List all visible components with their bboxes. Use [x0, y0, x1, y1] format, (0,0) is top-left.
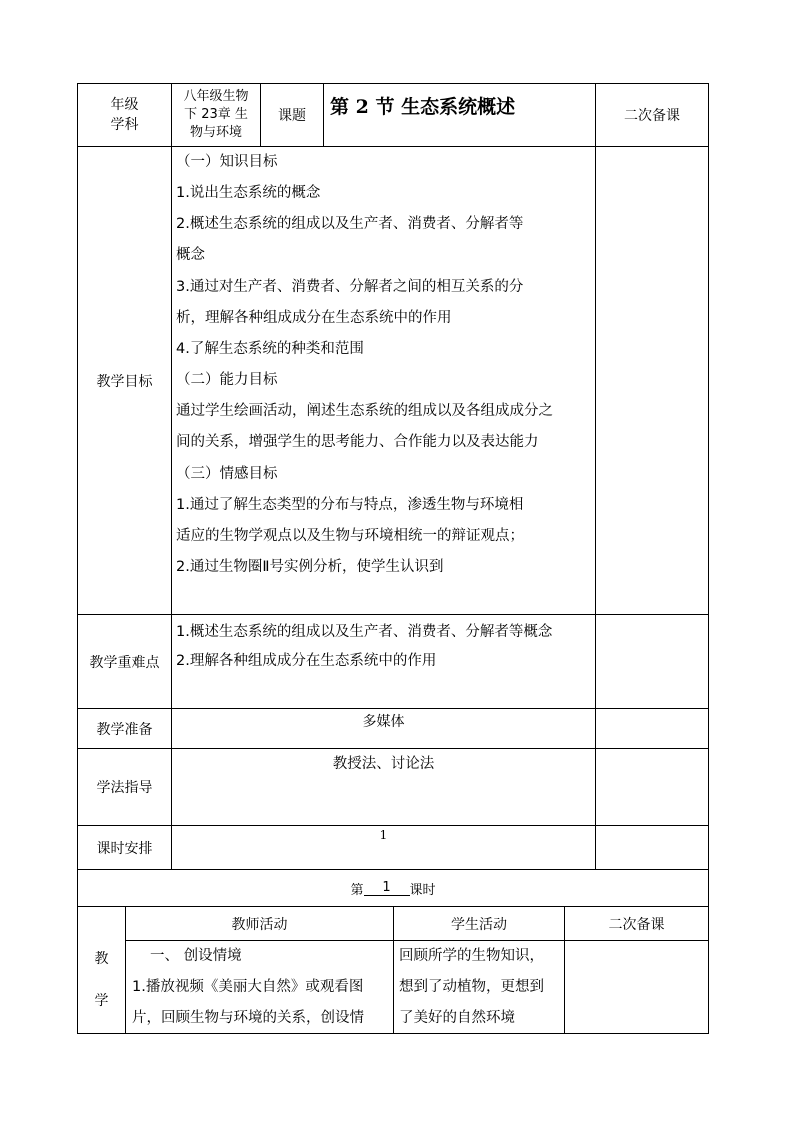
goal-line: 2.通过生物圈Ⅱ号实例分析，使学生认识到 [176, 559, 444, 575]
goal-line: 1.说出生态系统的概念 [176, 185, 321, 201]
goal-line: 3.通过对生产者、消费者、分解者之间的相互关系的分 [176, 279, 524, 295]
col-divider [595, 83, 596, 869]
teacher-activity-line: 一、 创设情境 [150, 948, 242, 964]
goal-line: 通过学生绘画活动，阐述生态系统的组成以及各组成成分之 [176, 403, 553, 419]
topic-label: 课题 [278, 108, 306, 124]
goal-line: 析，理解各种组成成分在生态系统中的作用 [176, 310, 452, 326]
goal-line: 概念 [176, 247, 205, 263]
col-divider [323, 83, 324, 146]
schedule-value: 1 [379, 828, 388, 842]
grade-value-line: 下 23章 生 [184, 107, 248, 122]
teacher-activity-header: 教师活动 [231, 916, 288, 933]
method-value: 教授法、讨论法 [332, 756, 435, 772]
schedule-label: 课时安排 [96, 840, 153, 857]
grade-value-line: 物与环境 [189, 125, 242, 140]
goal-line: （二）能力目标 [176, 372, 278, 388]
goal-line: 间的关系，增强学生的思考能力、合作能力以及表达能力 [176, 434, 539, 450]
grade-subject-label [78, 84, 171, 146]
activity-side-label [78, 907, 125, 1033]
activity-side-char: 学 [94, 993, 109, 1009]
row-divider [125, 940, 709, 941]
second-prep-header: 二次备课 [624, 108, 680, 124]
key-points-label: 教学重难点 [89, 654, 160, 671]
preparation-value: 多媒体 [362, 714, 405, 730]
lesson-number [78, 870, 708, 906]
teacher-activity-line: 片，回顾生物与环境的关系，创设情 [132, 1010, 364, 1026]
goal-line: （一）知识目标 [176, 154, 278, 170]
subject-label: 学科 [110, 117, 139, 133]
lesson-prefix: 第 [350, 882, 364, 898]
student-activity-header: 学生活动 [451, 916, 507, 933]
key-point-line: 2.理解各种组成成分在生态系统中的作用 [176, 653, 437, 669]
goal-line: 2.概述生态系统的组成以及生产者、消费者、分解者等 [176, 216, 524, 232]
table-border-bottom [77, 1033, 709, 1034]
method-label: 学法指导 [96, 780, 153, 796]
goal-line: 适应的生物学观点以及生物与环境相统一的辩证观点； [176, 528, 524, 544]
grade-value [172, 84, 260, 146]
goal-line: 1.通过了解生态类型的分布与特点，渗透生物与环境相 [176, 497, 524, 513]
activity-side-char: 教 [94, 951, 109, 967]
student-activity-line: 了美好的自然环境 [399, 1010, 515, 1026]
key-point-line: 1.概述生态系统的组成以及生产者、消费者、分解者等概念 [176, 624, 553, 640]
grade-label: 年级 [110, 97, 139, 113]
student-activity-line: 回顾所学的生物知识， [399, 948, 544, 964]
preparation-label: 教学准备 [96, 721, 153, 738]
table-border-right [708, 83, 709, 1034]
lesson-number-value: 1 [364, 880, 410, 896]
teacher-activity-line: 1.播放视频《美丽大自然》或观看图 [132, 979, 364, 995]
grade-value-line: 八年级生物 [183, 89, 249, 104]
goals-label: 教学目标 [96, 373, 153, 390]
student-activity-line: 想到了动植物，更想到 [399, 979, 544, 995]
second-prep-activity-header: 二次备课 [608, 916, 665, 933]
lesson-suffix: 课时 [409, 882, 436, 898]
goal-line: 4.了解生态系统的种类和范围 [176, 341, 364, 357]
page-title: 第 2 节 生态系统概述 [330, 96, 516, 118]
goal-line: （三）情感目标 [176, 466, 278, 482]
